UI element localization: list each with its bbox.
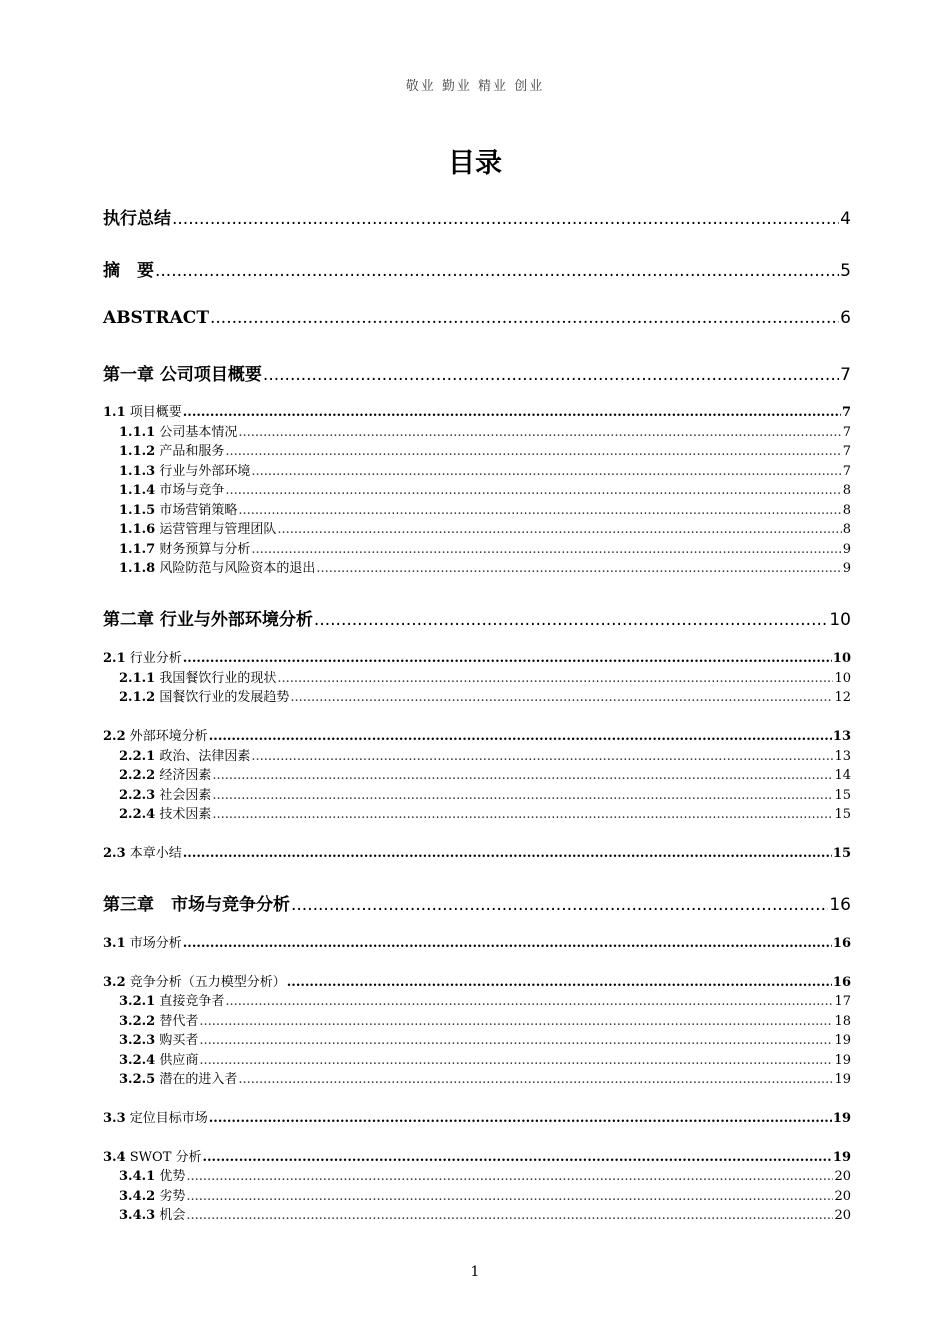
toc-page-number: 15 (834, 807, 851, 822)
toc-entry[interactable] (119, 1204, 851, 1223)
toc-entry-text: 第三章 市场与竞争分析 (103, 895, 290, 915)
toc-entry[interactable] (119, 1068, 851, 1087)
toc-entry-label (119, 667, 276, 686)
toc-entry-text: 风险防范与风险资本的退出 (159, 561, 316, 576)
toc-entry-number: 3.2.4 (119, 1053, 156, 1068)
toc-page-number: 6 (840, 308, 851, 328)
toc-entry-text: 行业分析 (129, 651, 182, 666)
toc-leader-dots (155, 261, 839, 281)
toc-entry-number: 2.2.2 (119, 768, 156, 783)
toc-entry-label (119, 1204, 185, 1223)
toc-page-number: 17 (834, 994, 851, 1009)
toc-leader-dots (183, 936, 832, 951)
toc-entry-number: 1.1.8 (119, 561, 156, 576)
toc-entry-number: 2.2.3 (119, 788, 156, 803)
toc-entry-label (103, 204, 171, 229)
toc-entry-label (119, 538, 250, 557)
toc-page-number: 20 (834, 1169, 851, 1184)
toc-entry-label (103, 1107, 208, 1126)
toc-entry[interactable] (103, 932, 851, 951)
toc-entry-text: 直接竞争者 (159, 994, 225, 1009)
toc-leader-dots (183, 405, 841, 420)
toc-page-number: 8 (842, 503, 851, 518)
toc-entry[interactable] (119, 667, 851, 686)
toc-page-number: 9 (842, 561, 851, 576)
toc-entry-label (119, 1029, 198, 1048)
toc-leader-dots (291, 895, 828, 915)
toc-entry[interactable] (103, 971, 851, 990)
toc-entry-label (103, 932, 182, 951)
toc-leader-dots (186, 1189, 833, 1204)
toc-leader-dots (251, 542, 841, 557)
toc-entry[interactable] (119, 421, 851, 440)
toc-entry[interactable] (103, 360, 851, 384)
toc-leader-dots (199, 1053, 833, 1068)
toc-entry-text: 替代者 (159, 1014, 199, 1029)
toc-leader-dots (212, 788, 833, 803)
toc-page-number: 16 (832, 936, 851, 951)
toc-entry-number: 3.2.2 (119, 1014, 156, 1029)
toc-entry-number: 3.4.3 (119, 1208, 156, 1223)
toc-entry-label (103, 842, 182, 861)
toc-leader-dots (183, 651, 832, 666)
toc-leader-dots (316, 561, 841, 576)
toc-leader-dots (199, 1014, 833, 1029)
toc-entry[interactable] (119, 479, 851, 498)
toc-entry-text: 财务预算与分析 (159, 542, 251, 557)
toc-entry[interactable] (103, 256, 851, 280)
toc-entry[interactable] (119, 1010, 851, 1029)
page-header-motto: 敬业 勤业 精业 创业 (405, 79, 545, 94)
toc-entry[interactable] (119, 1049, 851, 1068)
toc-entry[interactable] (103, 1107, 851, 1126)
toc-entry-label (119, 421, 237, 440)
toc-leader-dots (238, 425, 841, 440)
toc-page-number: 9 (842, 542, 851, 557)
toc-entry-label (119, 1010, 198, 1029)
toc-leader-dots (212, 807, 833, 822)
toc-entry-text: 机会 (159, 1208, 186, 1223)
toc-entry-number: 1.1.4 (119, 483, 156, 498)
toc-page-number: 7 (842, 464, 851, 479)
toc-entry-number: 2.1 (103, 651, 126, 666)
toc-leader-dots (209, 1111, 832, 1126)
toc-entry-text: 优势 (159, 1169, 186, 1184)
toc-entry-label (103, 647, 182, 666)
toc-entry-number: 3.2.5 (119, 1072, 156, 1087)
toc-entry-text: 行业与外部环境 (159, 464, 251, 479)
toc-entry-label (119, 1165, 185, 1184)
toc-page-number: 5 (840, 261, 851, 281)
toc-entry[interactable] (119, 1029, 851, 1048)
toc-entry[interactable] (103, 308, 851, 332)
toc-entry-number: 1.1.6 (119, 522, 156, 537)
toc-page-number: 15 (834, 788, 851, 803)
toc-entry-text: 项目概要 (129, 405, 182, 420)
toc-leader-dots (203, 1150, 832, 1165)
toc-page-number: 18 (834, 1014, 851, 1029)
toc-entry[interactable] (119, 686, 851, 705)
toc-leader-dots (277, 671, 833, 686)
toc-page-number: 10 (834, 671, 851, 686)
toc-leader-dots (210, 308, 839, 328)
toc-page-number: 19 (832, 1150, 851, 1165)
toc-entry-text: 市场分析 (129, 936, 182, 951)
toc-leader-dots (263, 365, 839, 385)
toc-leader-dots (238, 1072, 833, 1087)
toc-entry-label (119, 518, 276, 537)
toc-entry[interactable] (103, 401, 851, 420)
toc-entry-number: 3.3 (103, 1111, 126, 1126)
toc-entry-text: 购买者 (159, 1033, 199, 1048)
toc-page-number: 19 (832, 1111, 851, 1126)
toc-entry[interactable] (103, 647, 851, 666)
toc-entry-text: 执行总结 (103, 209, 171, 229)
toc-entry-number: 3.4.1 (119, 1169, 156, 1184)
toc-entry-label (119, 686, 289, 705)
toc-entry-number: 3.2.3 (119, 1033, 156, 1048)
toc-page-number: 16 (832, 975, 851, 990)
toc-page-number: 13 (834, 749, 851, 764)
toc-entry-text: 技术因素 (159, 807, 212, 822)
toc-entry-text: 我国餐饮行业的现状 (159, 671, 277, 686)
toc-leader-dots (225, 483, 841, 498)
toc-leader-dots (183, 846, 832, 861)
toc-entry[interactable] (103, 1146, 851, 1165)
toc-entry[interactable] (119, 518, 851, 537)
toc-entry-text: ABSTRACT (103, 308, 209, 328)
toc-entry-label (119, 764, 211, 783)
toc-leader-dots (199, 1033, 833, 1048)
toc-entry[interactable] (119, 784, 851, 803)
toc-entry-text: 公司基本情况 (159, 425, 238, 440)
toc-leader-dots (225, 444, 841, 459)
toc-entry-text: 市场营销策略 (159, 503, 238, 518)
toc-entry-label (103, 308, 209, 328)
toc-entry-label (119, 1068, 237, 1087)
toc-page-number: 4 (840, 209, 851, 229)
toc-page-number: 16 (829, 895, 851, 915)
toc-leader-dots (172, 209, 839, 229)
toc-entry-text: 国餐饮行业的发展趋势 (159, 690, 290, 705)
toc-entry-label (119, 784, 211, 803)
toc-page-number: 10 (829, 610, 851, 630)
toc-entry-text: 第二章 行业与外部环境分析 (103, 610, 313, 630)
toc-leader-dots (314, 610, 828, 630)
toc-entry[interactable] (119, 1165, 851, 1184)
toc-leader-dots (251, 464, 841, 479)
toc-page-number: 8 (842, 483, 851, 498)
toc-entry-label (119, 557, 315, 576)
toc-entry-text: 本章小结 (129, 846, 182, 861)
toc-entry-text: 政治、法律因素 (159, 749, 251, 764)
toc-leader-dots (277, 522, 841, 537)
toc-entry-label (103, 971, 286, 990)
toc-entry-text: 经济因素 (159, 768, 212, 783)
toc-page-number: 19 (834, 1053, 851, 1068)
toc-leader-dots (290, 690, 833, 705)
toc-entry-label (103, 256, 154, 281)
toc-leader-dots (212, 768, 833, 783)
toc-entry-label (103, 401, 182, 420)
toc-entry-label (119, 1185, 185, 1204)
toc-entry[interactable] (119, 557, 851, 576)
toc-entry-number: 2.3 (103, 846, 126, 861)
toc-page-number: 7 (840, 365, 851, 385)
toc-entry-text: SWOT 分析 (129, 1150, 202, 1165)
toc-entry-number: 1.1.1 (119, 425, 156, 440)
toc-entry-number: 1.1.3 (119, 464, 156, 479)
toc-leader-dots (287, 975, 832, 990)
toc-entry-text: 市场与竞争 (159, 483, 225, 498)
toc-page-number: 20 (834, 1189, 851, 1204)
toc-entry[interactable] (119, 1185, 851, 1204)
toc-page-number: 15 (832, 846, 851, 861)
toc-leader-dots (251, 749, 833, 764)
toc-entry-label (119, 990, 224, 1009)
toc-page-number: 13 (832, 729, 851, 744)
toc-entry-label (119, 440, 224, 459)
toc-entry[interactable] (119, 803, 851, 822)
toc-entry-label (103, 605, 313, 630)
toc-entry-number: 3.1 (103, 936, 126, 951)
toc-entry-label (119, 745, 250, 764)
toc-entry-number: 3.2 (103, 975, 126, 990)
toc-entry-number: 2.2 (103, 729, 126, 744)
toc-page-number: 19 (834, 1033, 851, 1048)
toc-entry[interactable] (119, 990, 851, 1009)
toc-title: 目录 (448, 148, 502, 179)
toc-page-number: 14 (834, 768, 851, 783)
toc-entry-number: 2.1.1 (119, 671, 156, 686)
toc-entry-label (103, 360, 262, 385)
toc-entry-number: 3.4.2 (119, 1189, 156, 1204)
toc-page-number: 19 (834, 1072, 851, 1087)
toc-entry-label (119, 479, 224, 498)
toc-entry-text: 供应商 (159, 1053, 199, 1068)
toc-entry-number: 3.4 (103, 1150, 126, 1165)
toc-entry-text: 潜在的进入者 (159, 1072, 238, 1087)
toc-page-number: 8 (842, 522, 851, 537)
toc-entry[interactable] (103, 204, 851, 228)
toc-leader-dots (186, 1208, 833, 1223)
toc-entry[interactable] (103, 842, 851, 861)
toc-entry-text: 定位目标市场 (129, 1111, 208, 1126)
toc-entry-number: 1.1.2 (119, 444, 156, 459)
toc-entry-label (119, 1049, 198, 1068)
toc-entry-text: 外部环境分析 (129, 729, 208, 744)
toc-entry-label (103, 890, 290, 915)
toc-entry-text: 劣势 (159, 1189, 186, 1204)
toc-entry[interactable] (119, 440, 851, 459)
toc-entry-number: 1.1.5 (119, 503, 156, 518)
toc-entry-number: 2.1.2 (119, 690, 156, 705)
toc-entry-text: 竞争分析（五力模型分析） (129, 975, 286, 990)
toc-leader-dots (209, 729, 832, 744)
toc-page-number: 10 (832, 651, 851, 666)
toc-entry[interactable] (119, 460, 851, 479)
toc-entry-number: 1.1 (103, 405, 126, 420)
toc-entry-label (103, 1146, 202, 1165)
toc-entry[interactable] (103, 605, 851, 629)
toc-page-number: 20 (834, 1208, 851, 1223)
toc-leader-dots (225, 994, 833, 1009)
toc-entry[interactable] (119, 764, 851, 783)
toc-entry-number: 3.2.1 (119, 994, 156, 1009)
toc-entry-text: 社会因素 (159, 788, 212, 803)
toc-entry-label (119, 499, 237, 518)
toc-entry-text: 运营管理与管理团队 (159, 522, 277, 537)
toc-page-number: 7 (842, 425, 851, 440)
toc-entry-text: 第一章 公司项目概要 (103, 365, 262, 385)
toc-entry-text: 摘 要 (103, 261, 154, 281)
toc-entry[interactable] (119, 745, 851, 764)
toc-leader-dots (186, 1169, 833, 1184)
toc-entry-number: 2.2.1 (119, 749, 156, 764)
toc-entry-number: 1.1.7 (119, 542, 156, 557)
toc-entry-label (103, 725, 208, 744)
toc-entry-label (119, 803, 211, 822)
toc-entry[interactable] (103, 725, 851, 744)
toc-entry-text: 产品和服务 (159, 444, 225, 459)
toc-entry[interactable] (119, 499, 851, 518)
toc-entry[interactable] (119, 538, 851, 557)
toc-page-number: 7 (841, 405, 851, 420)
toc-entry-label (119, 460, 250, 479)
toc-page-number: 12 (834, 690, 851, 705)
toc-page-number: 7 (842, 444, 851, 459)
toc-entry[interactable] (103, 890, 851, 914)
toc-leader-dots (238, 503, 841, 518)
toc-entry-number: 2.2.4 (119, 807, 156, 822)
page-number: 1 (470, 1264, 480, 1280)
